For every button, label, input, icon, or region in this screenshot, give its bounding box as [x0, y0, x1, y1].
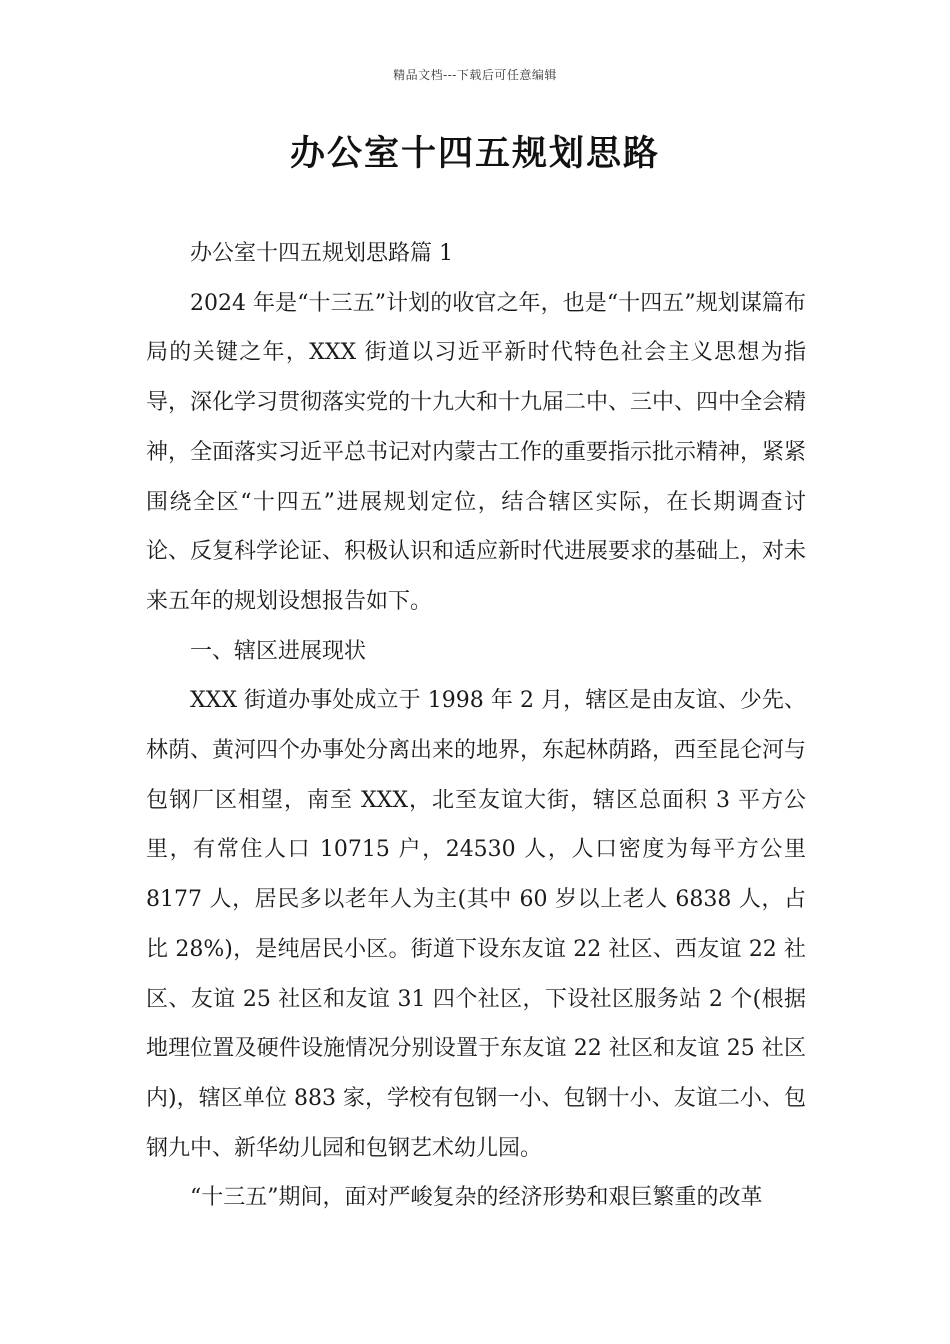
document-title: 办公室十四五规划思路 — [289, 133, 660, 174]
header-note: 精品文档---下载后可任意编辑 — [393, 68, 557, 82]
section-heading-current-status: 一、辖区进展现状 — [190, 638, 367, 664]
paragraph-intro: 2024 年是“十三五”计划的收官之年，也是“十四五”规划谋篇布局的关键之年，XXX 街道以习近平新时代特色社会主义思想为指导，深化学习贯彻落实党的十九大和十九届二中、三中、四中全会精神，全面落实习近平总书记对内蒙古工作的重要指示批示精神，紧紧围绕全区“十四五”进展规划定位，结合辖区实际，在长期调查讨论、反复科学论证、积极认识和适应新时代进展要求的基础上，对未来五年的规划设想报告如下。 — [146, 290, 807, 614]
document-body — [146, 229, 806, 1223]
paragraph-district-overview: XXX 街道办事处成立于 1998 年 2 月，辖区是由友谊、少先、林荫、黄河四个办事处分离出来的地界，东起林荫路，西至昆仑河与包钢厂区相望，南至 XXX，北至友谊大街，辖区总面积 3 平方公里，有常住人口 10715 户，24530 人，人口密度为每平方公里 8177 人，居民多以老年人为主(其中 60 岁以上老人 6838 人，占比 28%)，是纯居民小区。街道下设东友谊 22 社区、西友谊 22 社区、友谊 25 社区和友谊 31 四个社区，下设社区服务站 2 个(根据地理位置及硬件设施情况分别设置于东友谊 22 社区和友谊 25 社区内)，辖区单位 883 家，学校有包钢一小、包钢十小、友谊二小、包钢九中、新华幼儿园和包钢艺术幼儿园。 — [146, 688, 807, 1161]
section-heading-part1: 办公室十四五规划思路篇 1 — [190, 241, 453, 266]
paragraph-13th-five-year: “十三五”期间，面对严峻复杂的经济形势和艰巨繁重的改革 — [190, 1185, 763, 1211]
